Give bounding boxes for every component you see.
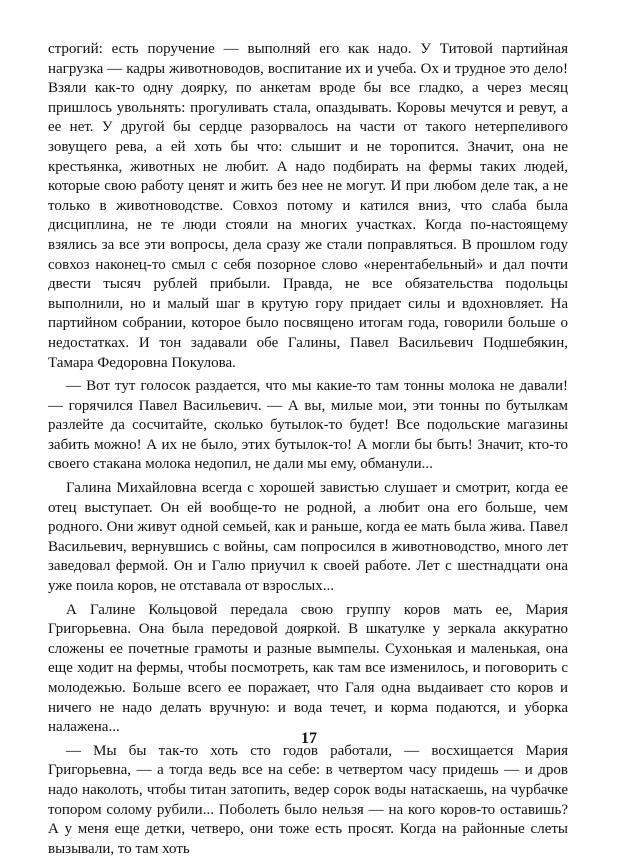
paragraph-5: — Мы бы так-то хоть сто годов работали, — восхищается Мария Григорьевна, — а тогда ведь все на себе: в четвертом часу придешь — и дров надо наколоть, чтобы титан затопить, ведер сорок воды натаскаешь, на чурбачке топором солому рубили... Поболеть было нельзя — на кого коров-то оставишь? А у меня еще детки, четверо, они тоже есть просят. Когда на районные слеты вызывали, то там хоть (48, 742, 568, 857)
paragraph-4: А Галине Кольцовой передала свою группу коров мать ее, Мария Григорьевна. Она была передовой дояркой. В шкатулке у зеркала аккуратно сложены ее почетные грамоты и разные вымпелы. Сухонькая и маленькая, она еще ходит на фермы, чтобы посмотреть, как там все изменилось, и поговорить с молодежью. Больше всего ее поражает, что Галя одна выдаивает сто коров и ничего не надо делать вручную: и вода течет, и корма подаются, и уборка налажена... (48, 601, 568, 736)
paragraph-3: Галина Михайловна всегда с хорошей завистью слушает и смотрит, когда ее отец выступает. Он ей вообще-то не родной, а любит она его больше, чем родного. Они живут одной семьей, как и раньше, когда ее мать была жива. Павел Васильевич, вернувшись с войны, сам попросился в животноводство, много лет заведовал фермой. Он и Галю приучил к своей работе. Лет с шестнадцати она уже поила коров, не отставала от взрослых... (48, 480, 568, 595)
paragraph-1: строгий: есть поручение — выполняй его как надо. У Титовой партийная нагрузка — кадры животноводов, воспитание их и учеба. Ох и трудное это дело! Взяли как-то одну доярку, по анкетам вроде бы все гладко, а через месяц пришлось увольнять: прогуливать стала, опаздывать. Коровы мечутся и ревут, а ее нет. У другой бы сердце разорвалось на части от такого нетерпеливого зовущего рева, а ей хоть бы что: слышит и не торопится. Значит, она не крестьянка, животных не любит. А надо подбирать на фермы таких людей, которые свою работу ценят и жить без нее не могут. И при любом деле так, а не только в животноводстве. Совхоз потому и катился вниз, что слаба была дисциплина, не те люди стояли на многих участках. Когда по-настоящему взялись за все эти вопросы, дела сразу же стали поправляться. В прошлом году совхоз наконец-то смыл с себя позорное слово «нерентабельный» и дал почти двести тысяч рублей прибыли. Правда, не все обязательства подольцы выполнили, но и малый шаг в крутую гору придает силы и вдохновляет. На партийном собрании, которое было посвящено итогам года, говорили больше о недостатках. И тон задавали обе Галины, Павел Васильевич Подшебякин, Тамара Федоровна Покулова. (48, 41, 568, 371)
paragraph-2: — Вот тут голосок раздается, что мы какие-то там тонны молока не давали! — горячился Павел Васильевич. — А вы, милые мои, эти тонны по бутылкам разлейте да сосчитайте, сколько бутылок-то будет! Все подольские магазины забить можно! А их не было, этих бутылок-то! А могли бы быть! Значит, кто-то своего стакана молока недопил, не дали мы ему, обманули... (48, 378, 568, 473)
page-number: 17 (301, 730, 317, 747)
